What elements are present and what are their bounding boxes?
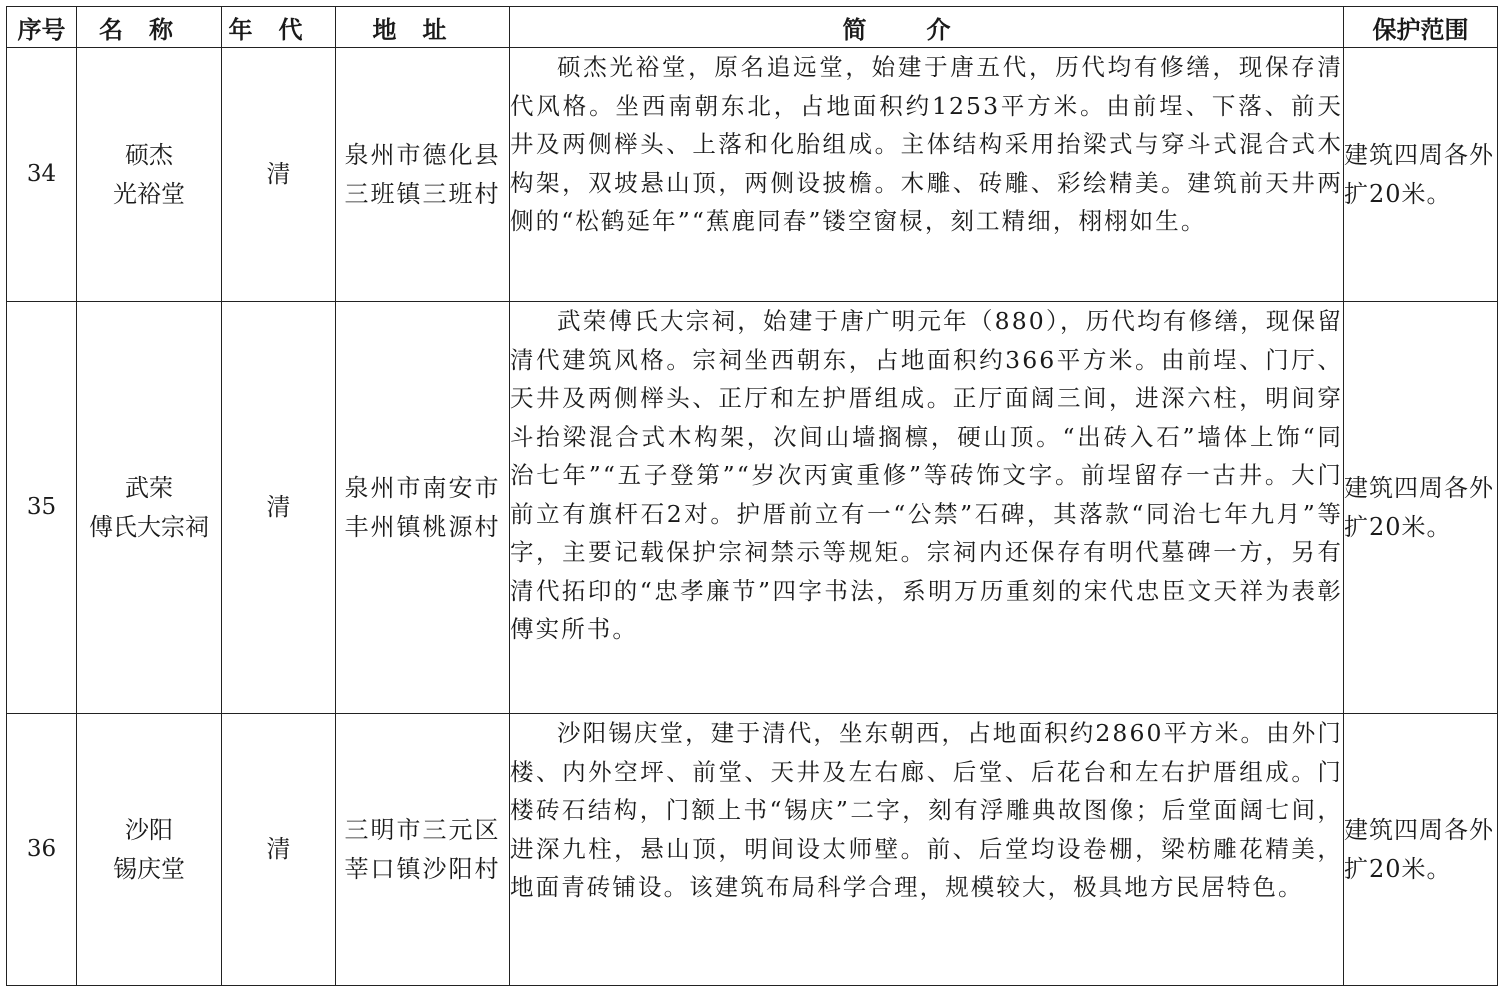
row-name: 沙阳 锡庆堂 <box>77 714 222 986</box>
row-name: 硕杰 光裕堂 <box>77 48 222 302</box>
header-era: 年代 <box>222 7 336 48</box>
row-era: 清 <box>222 302 336 714</box>
table-row <box>7 302 1498 714</box>
row-scope: 建筑四周各外扩20米。 <box>1344 48 1498 302</box>
row-address: 三明市三元区莘口镇沙阳村 <box>336 714 510 986</box>
row-intro: 武荣傅氏大宗祠，始建于唐广明元年（880），历代均有修缮，现保留清代建筑风格。宗祠坐西朝东，占地面积约366平方米。由前埕、门厅、天井及两侧榉头、正厅和左护厝组成。正厅面阔三间，进深六柱，明间穿斗抬梁混合式木构架，次间山墙搁檩，硬山顶。“出砖入石”墙体上饰“同治七年”“五子登第”“岁次丙寅重修”等砖饰文字。前埕留存一古井。大门前立有旗杆石2对。护厝前立有一“公禁”石碑，其落款“同治七年九月”等字，主要记载保护宗祠禁示等规矩。宗祠内还保存有明代墓碑一方，另有清代拓印的“忠孝廉节”四字书法，系明万历重刻的宋代忠臣文天祥为表彰傅实所书。 <box>510 302 1344 714</box>
row-no: 34 <box>7 48 77 302</box>
header-address: 地址 <box>336 7 510 48</box>
heritage-table <box>6 6 1498 986</box>
table-row <box>7 714 1498 986</box>
header-name: 名称 <box>77 7 222 48</box>
row-era: 清 <box>222 714 336 986</box>
row-no: 36 <box>7 714 77 986</box>
header-intro: 简介 <box>510 7 1344 48</box>
header-row <box>7 7 1498 48</box>
row-address: 泉州市南安市丰州镇桃源村 <box>336 302 510 714</box>
row-scope: 建筑四周各外扩20米。 <box>1344 714 1498 986</box>
row-intro: 沙阳锡庆堂，建于清代，坐东朝西，占地面积约2860平方米。由外门楼、内外空坪、前堂、天井及左右廊、后堂、后花台和左右护厝组成。门楼砖石结构，门额上书“锡庆”二字，刻有浮雕典故图像；后堂面阔七间，进深九柱，悬山顶，明间设太师壁。前、后堂均设卷棚，梁枋雕花精美，地面青砖铺设。该建筑布局科学合理，规模较大，极具地方民居特色。 <box>510 714 1344 986</box>
header-scope: 保护范围 <box>1344 7 1498 48</box>
row-scope: 建筑四周各外扩20米。 <box>1344 302 1498 714</box>
header-no: 序号 <box>7 7 77 48</box>
row-era: 清 <box>222 48 336 302</box>
row-address: 泉州市德化县三班镇三班村 <box>336 48 510 302</box>
row-intro: 硕杰光裕堂，原名追远堂，始建于唐五代，历代均有修缮，现保存清代风格。坐西南朝东北，占地面积约1253平方米。由前埕、下落、前天井及两侧榉头、上落和化胎组成。主体结构采用抬梁式与穿斗式混合式木构架，双坡悬山顶，两侧设披檐。木雕、砖雕、彩绘精美。建筑前天井两侧的“松鹤延年”“蕉鹿同春”镂空窗棂，刻工精细，栩栩如生。 <box>510 48 1344 302</box>
row-no: 35 <box>7 302 77 714</box>
row-name: 武荣 傅氏大宗祠 <box>77 302 222 714</box>
table-row <box>7 48 1498 302</box>
